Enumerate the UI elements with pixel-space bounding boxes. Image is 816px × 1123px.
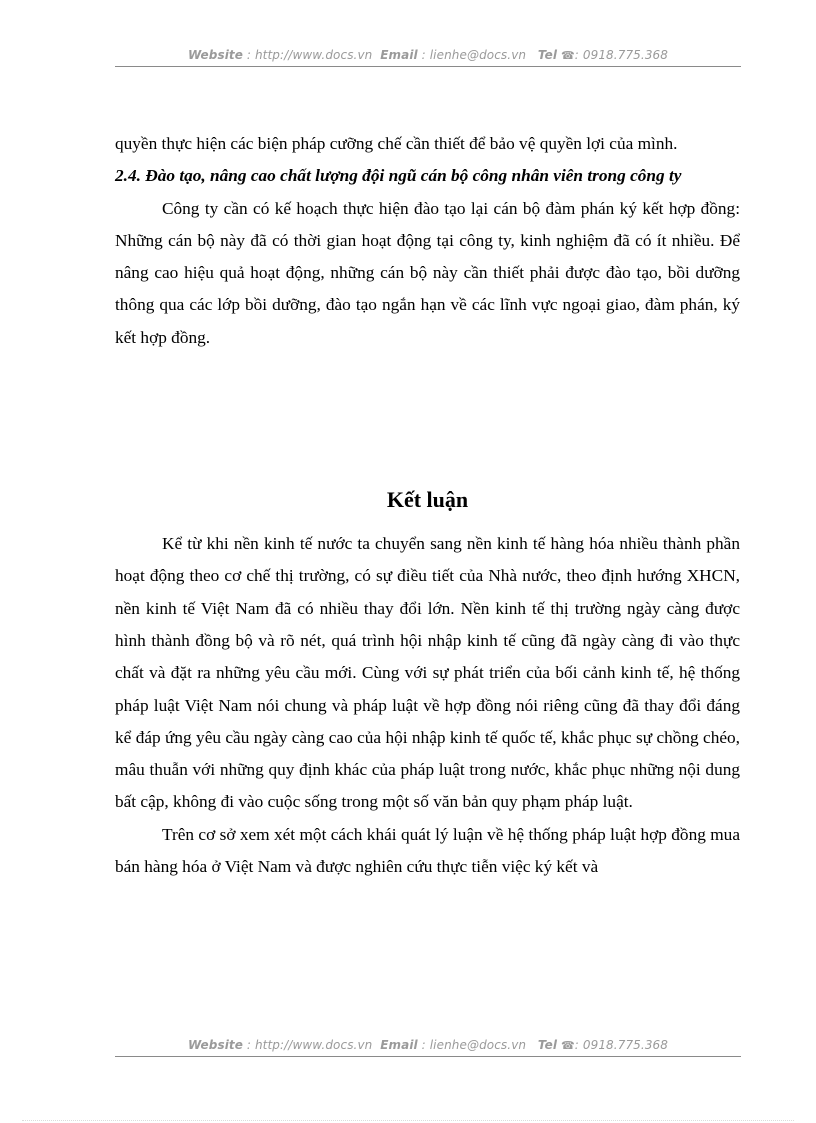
header-website-label: Website	[187, 48, 243, 62]
phone-icon: ☎	[560, 49, 575, 62]
footer-website-url: : http://www.docs.vn	[246, 1038, 373, 1052]
header-email-address: : lienhe@docs.vn	[421, 48, 527, 62]
footer-website-label: Website	[187, 1038, 243, 1052]
footer-tel-number: : 0918.775.368	[574, 1038, 669, 1052]
conclusion-paragraph-2: Trên cơ sở xem xét một cách khái quát lý luận về hệ thống pháp luật hợp đồng mua bán hàng hóa ở Việt Nam và được nghiên cứu thực tiễn việc ký kết và	[115, 824, 740, 877]
page-edge-divider	[22, 1120, 794, 1121]
footer-email-label: Email	[380, 1038, 418, 1052]
header-tel-number: : 0918.775.368	[574, 48, 669, 62]
footer-tel-label: Tel	[537, 1038, 558, 1052]
footer-email-address: : lienhe@docs.vn	[421, 1038, 527, 1052]
page-header	[115, 48, 741, 67]
section-heading: 2.4. Đào tạo, nâng cao chất lượng đội ngũ cán bộ công nhân viên trong công ty	[115, 166, 682, 186]
document-body	[115, 128, 740, 883]
header-email-label: Email	[380, 48, 418, 62]
header-tel-label: Tel	[537, 48, 558, 62]
page-footer	[115, 1038, 741, 1057]
conclusion-title: Kết luận	[386, 487, 469, 513]
continued-paragraph: quyền thực hiện các biện pháp cưỡng chế cần thiết để bảo vệ quyền lợi của mình.	[115, 134, 678, 153]
phone-icon: ☎	[560, 1039, 575, 1052]
header-website-url: : http://www.docs.vn	[246, 48, 373, 62]
spacer	[115, 354, 740, 484]
section-paragraph: Công ty cần có kế hoạch thực hiện đào tạo lại cán bộ đàm phán ký kết hợp đồng: Những cán bộ này đã có thời gian hoạt động tại công ty, kinh nghiệm đã có ít nhiều. Để nâng cao hiệu quả hoạt động, những cán bộ này cần thiết phải được đào tạo, bồi dưỡng thông qua các lớp bồi dưỡng, đào tạo ngắn hạn về các lĩnh vực ngoại giao, đàm phán, ký kết hợp đồng.	[115, 198, 740, 347]
conclusion-paragraph-1: Kể từ khi nền kinh tế nước ta chuyển sang nền kinh tế hàng hóa nhiều thành phần hoạt động theo cơ chế thị trường, có sự điều tiết của Nhà nước, theo định hướng XHCN, nền kinh tế Việt Nam đã có nhiều thay đổi lớn. Nền kinh tế thị trường ngày càng được hình thành đồng bộ và rõ nét, quá trình hội nhập kinh tế cũng đã ngày càng đi vào thực chất và đặt ra những yêu cầu mới. Cùng với sự phát triển của bối cảnh kinh tế, hệ thống pháp luật Việt Nam nói chung và pháp luật về hợp đồng nói riêng cũng đã thay đổi đáng kể đáp ứng yêu cầu ngày càng cao của hội nhập kinh tế quốc tế, khắc phục sự chồng chéo, mâu thuẫn với những quy định khác của pháp luật trong nước, khắc phục những nội dung bất cập, không đi vào cuộc sống trong một số văn bản quy phạm pháp luật.	[115, 534, 740, 812]
